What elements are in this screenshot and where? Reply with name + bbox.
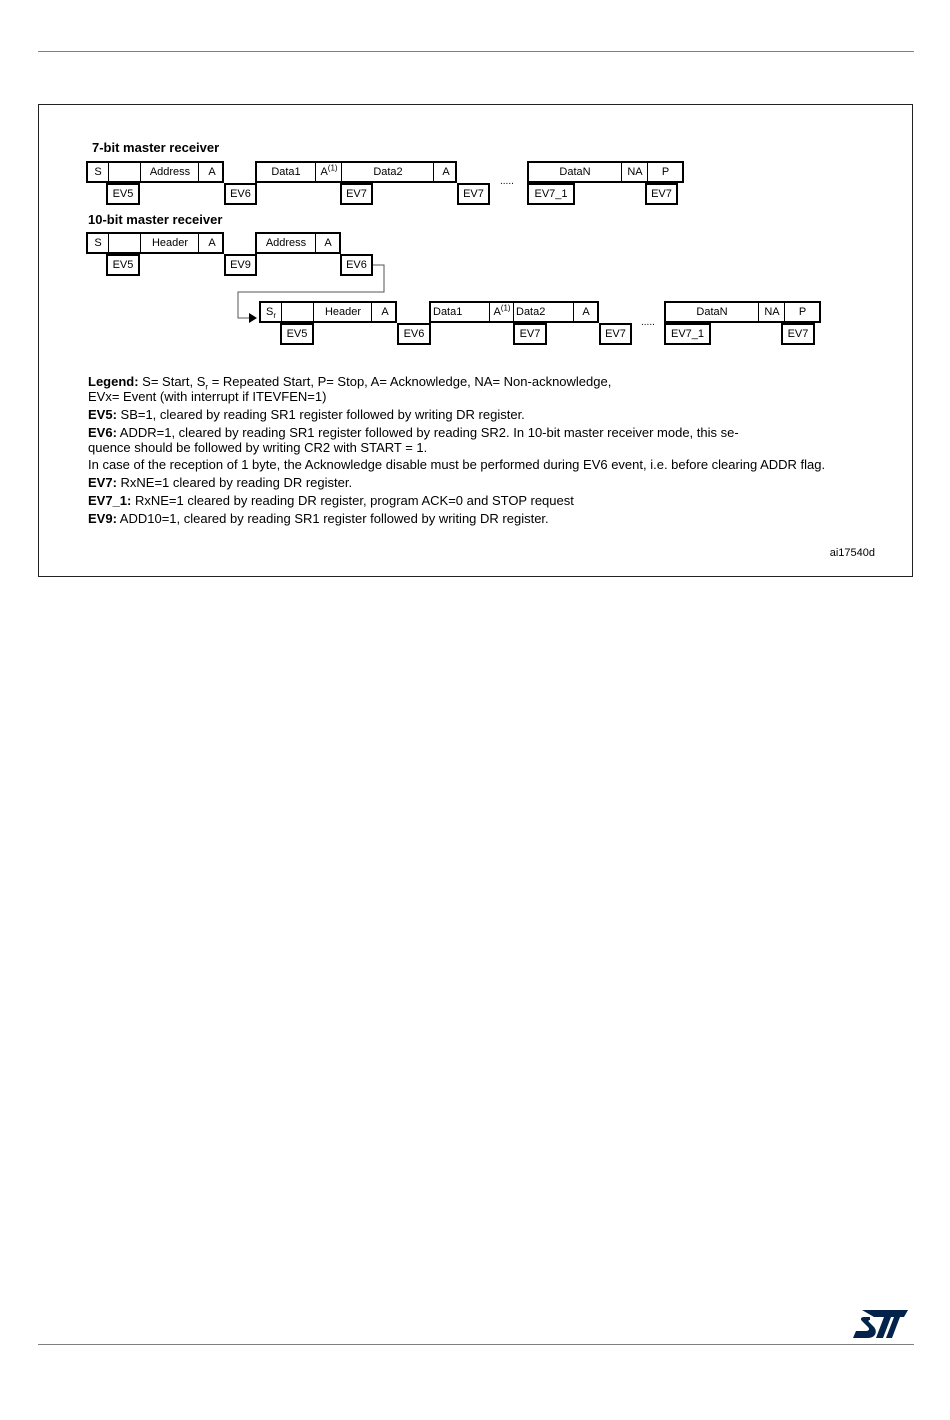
row3-p: P — [784, 303, 820, 321]
row3-na: NA — [758, 303, 785, 321]
row1-ev7-1: EV7_1 — [527, 183, 575, 205]
row3-gap — [281, 303, 314, 321]
row1-a2: $A^{(1)}$ — [315, 163, 342, 181]
row3-frame-c — [664, 301, 821, 323]
row3-header: Header — [313, 303, 372, 321]
row2-ev5: EV5 — [106, 254, 140, 276]
row1-ev7a: EV7 — [340, 183, 373, 205]
row1-ev7c: EV7 — [645, 183, 678, 205]
legend-ev5: EV5: SB=1, cleared by reading SR1 register followed by writing DR register. — [88, 407, 525, 422]
row3-data1: Data1 — [433, 306, 463, 318]
legend-ev7-1: EV7_1: RxNE=1 cleared by reading DR register, program ACK=0 and STOP request — [88, 493, 574, 508]
row1-s: S — [94, 166, 102, 178]
row1-ev6: EV6 — [224, 183, 257, 205]
row1-address: Address — [140, 163, 199, 181]
row1-a1: A — [198, 163, 225, 181]
row3-ev7c: EV7 — [781, 323, 815, 345]
row1-data2: Data2 — [341, 163, 434, 181]
row3-a1: A — [371, 303, 398, 321]
legend-line-1: Legend: S= Start, $S_r$ = Repeated Start, P= Stop, A= Acknowledge, NA= Non-acknowledge, — [88, 374, 612, 392]
legend-ev6-cont: quence should be followed by writing CR2 with START = 1. — [88, 440, 428, 455]
legend-ev9: EV9: ADD10=1, cleared by reading SR1 register followed by writing DR register. — [88, 511, 549, 526]
legend-ev7: EV7: RxNE=1 cleared by reading DR register. — [88, 475, 353, 490]
row1-datan: DataN — [559, 166, 591, 178]
row3-frame-b — [429, 301, 599, 323]
row3-ev7b: EV7 — [599, 323, 632, 345]
row3-ev7a: EV7 — [513, 323, 547, 345]
row2-ev6: EV6 — [340, 254, 373, 276]
row3-data2: Data2 — [513, 303, 576, 321]
figure-id: ai17540d — [829, 547, 875, 559]
row3-ev5: EV5 — [280, 323, 314, 345]
row3-ev7-1: EV7_1 — [664, 323, 711, 345]
row3-sr: $S_r$ — [265, 306, 276, 321]
row1-p: P — [647, 163, 683, 181]
row3-ellipsis: ..... — [641, 317, 655, 328]
row3-datan: DataN — [696, 306, 728, 318]
row1-ev7b: EV7 — [457, 183, 490, 205]
row3-frame-a — [259, 301, 397, 323]
row3-ev6: EV6 — [397, 323, 431, 345]
row2-address: Address — [265, 237, 307, 249]
legend-ev6: EV6: ADDR=1, cleared by reading SR1 register followed by reading SR2. In 10-bit master receiver mode, this se- — [88, 425, 739, 440]
row2-ev9: EV9 — [224, 254, 257, 276]
row2-header: Header — [140, 234, 199, 252]
row3-a3: A — [573, 303, 598, 321]
footer-rule — [38, 1344, 914, 1345]
legend-ev6-note: In case of the reception of 1 byte, the Acknowledge disable must be performed during EV6 event, i.e. before clearing ADDR flag. — [88, 457, 826, 472]
row1-ellipsis: ..... — [500, 176, 514, 187]
row1-na: NA — [621, 163, 648, 181]
row1-ev5: EV5 — [106, 183, 140, 205]
row2-a1: A — [198, 234, 225, 252]
title-7bit: 7-bit master receiver — [92, 140, 220, 155]
title-10bit: 10-bit master receiver — [88, 212, 223, 227]
st-logo-icon — [852, 1308, 910, 1340]
row2-s: S — [94, 237, 102, 249]
row1-a3: A — [433, 163, 458, 181]
row2-a2: A — [315, 234, 340, 252]
legend-line-2: EVx= Event (with interrupt if ITEVFEN=1) — [88, 389, 327, 404]
row3-a2: $A^{(1)}$ — [489, 303, 514, 321]
row1-data1: Data1 — [271, 166, 301, 178]
